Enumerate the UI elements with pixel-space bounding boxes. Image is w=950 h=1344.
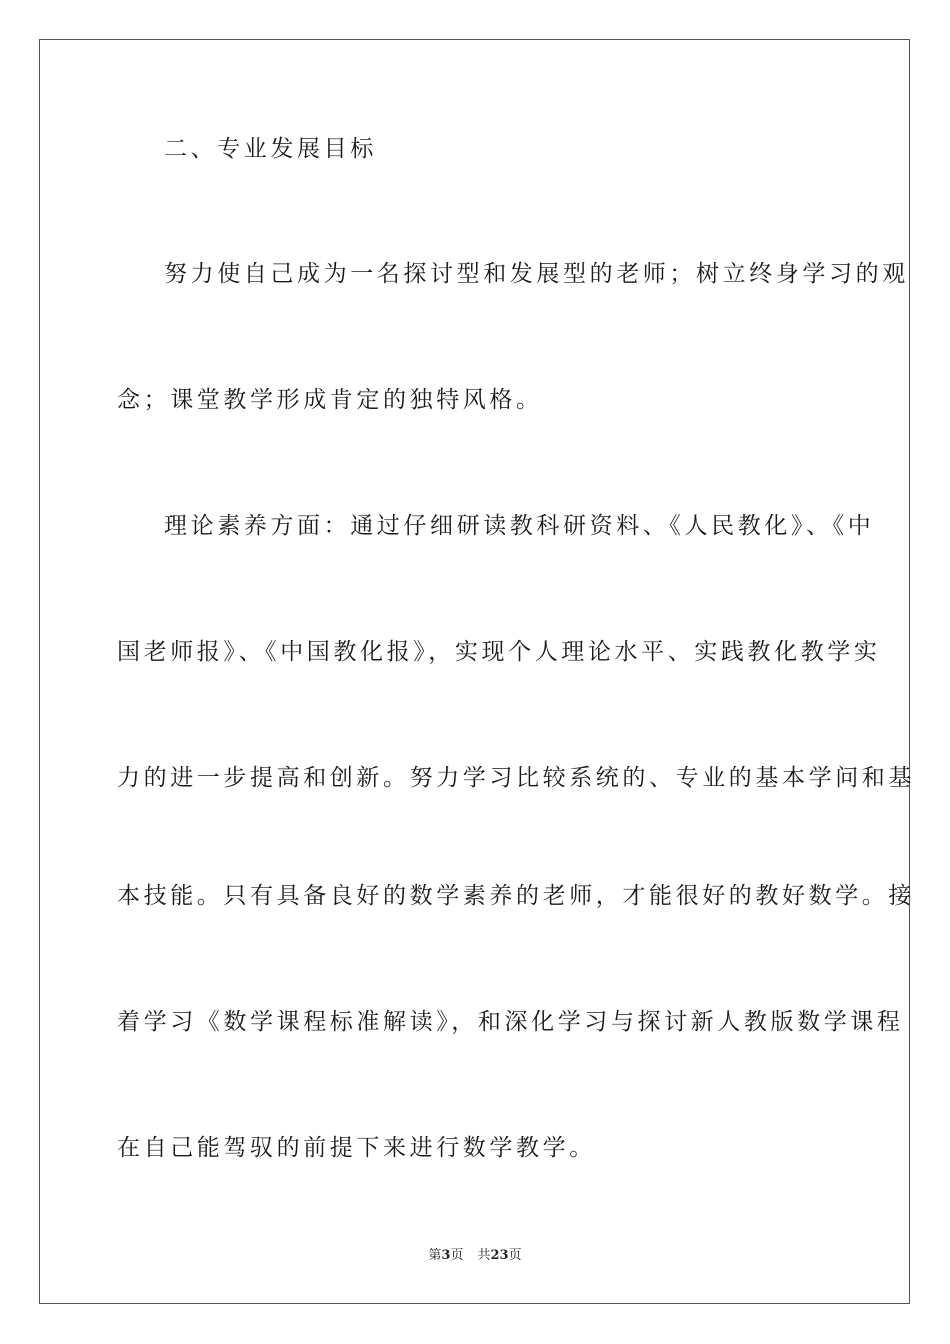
page-prefix: 第: [428, 1248, 442, 1263]
paragraph-2-line-6: 在自己能驾驭的前提下来进行数学教学。: [117, 1135, 596, 1161]
paragraph-2-line-2: 国老师报》、《中国教化报》，实现个人理论水平、实践教化教学实: [117, 639, 881, 665]
page-number: 3: [441, 1248, 451, 1263]
paragraph-1-line-2: 念；课堂教学形成肯定的独特风格。: [117, 387, 543, 413]
paragraph-2-line-3: 力的进一步提高和创新。努力学习比较系统的、专业的基本学问和基: [117, 765, 915, 791]
paragraph-1-line-1: 努力使自己成为一名探讨型和发展型的老师；树立终身学习的观: [164, 261, 909, 287]
section-heading: 二、专业发展目标: [164, 136, 377, 162]
total-suffix: 页: [508, 1248, 522, 1263]
total-pages: 23: [490, 1248, 509, 1263]
paragraph-2-line-4: 本技能。只有具备良好的数学素养的老师，才能很好的教好数学。接: [117, 883, 915, 909]
page-border: [39, 39, 915, 1304]
page-footer: [0, 1247, 950, 1265]
paragraph-2-line-5: 着学习《数学课程标准解读》，和深化学习与探讨新人教版数学课程: [117, 1009, 904, 1035]
total-prefix: 共: [477, 1248, 491, 1263]
paragraph-2-line-1: 理论素养方面：通过仔细研读教科研资料、《人民教化》、《中: [164, 513, 875, 539]
page-suffix: 页: [450, 1248, 464, 1263]
